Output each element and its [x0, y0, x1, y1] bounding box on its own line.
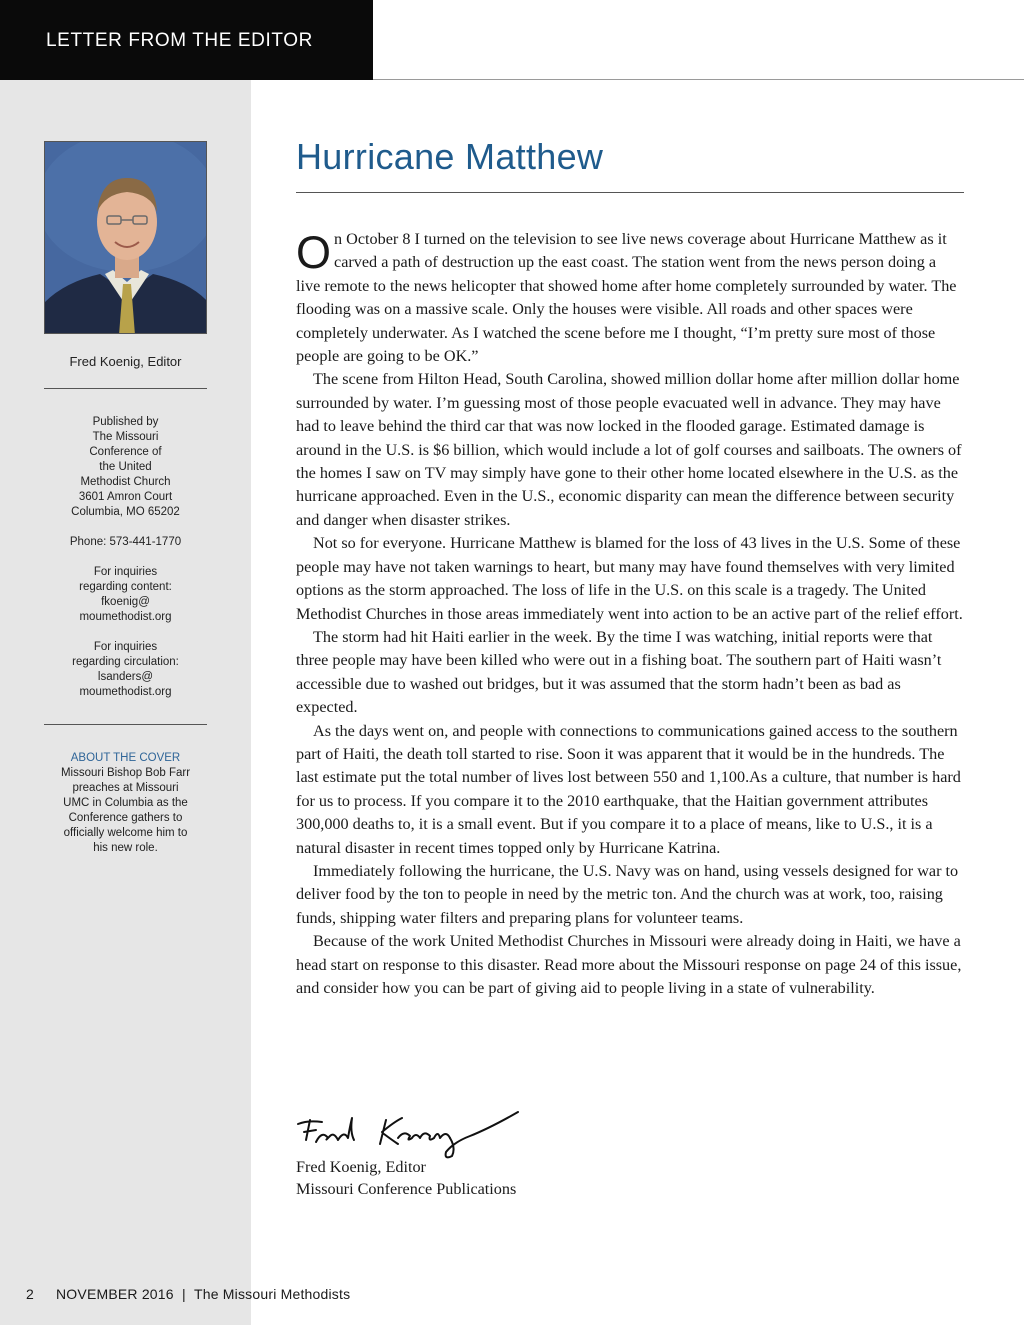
section-label: LETTER FROM THE EDITOR [46, 30, 313, 51]
page-footer [26, 1286, 350, 1302]
cover-title: ABOUT THE COVER [70, 752, 181, 764]
article-title: Hurricane Matthew [296, 136, 604, 177]
page-number: 2 [26, 1286, 34, 1302]
publisher-line: The Missouri [92, 431, 159, 443]
article-paragraph: As the days went on, and people with connections to communications gained access to the southern part of Haiti, the death toll started to rise. Soon it was apparent that it would be in the hundreds. The last estimate put the total number of lives lost between 550 and 1,100.As a culture, that number is hard for us to process. If you compare it to the 2010 earthquake, that the Haitian government attributes 300,000 deaths to, it is a small event. But if you compare it to a place of means, like to U.S., it is a natural disaster in recent times topped only by Hurricane Katrina. [296, 721, 961, 857]
cover-line: Missouri Bishop Bob Farr [60, 767, 191, 779]
publisher-line: Columbia, MO 65202 [71, 506, 180, 518]
cover-line: Conference gathers to [68, 812, 183, 824]
content-email-domain: moumethodist.org [79, 611, 172, 623]
publisher-line: 3601 Amron Court [78, 491, 173, 503]
signer-name: Fred Koenig, Editor [296, 1158, 426, 1176]
publisher-line: Conference of [89, 446, 162, 458]
phone-number: Phone: 573-441-1770 [69, 536, 182, 548]
cover-line: officially welcome him to [63, 827, 188, 839]
sidebar-divider-top [44, 388, 207, 389]
circulation-inquiries [44, 640, 207, 700]
cover-line: his new role. [93, 842, 158, 854]
content-email-user: fkoenig@ [101, 596, 150, 608]
handwritten-signature [294, 1108, 524, 1160]
article-paragraph: The storm had hit Haiti earlier in the week. By the time I was watching, initial reports were that three people may have been killed who were out in a fishing boat. The southern part of Haiti wasn’t accessible due to washed out bridges, but it was assumed that the storm hadn’t been as bad as expected. [296, 627, 942, 717]
article-paragraph: Because of the work United Methodist Churches in Missouri were already doing in Haiti, we have a head start on response to this disaster. Read more about the Missouri response on page 24 of this issue, and consider how you can be part of giving aid to people living in a state of vulnerability. [296, 932, 962, 997]
about-the-cover [44, 751, 207, 856]
publisher-address [44, 415, 207, 520]
title-rule [296, 192, 964, 193]
sidebar-divider-bottom [44, 724, 207, 725]
paragraph-text: n October 8 I turned on the television to see live news coverage about Hurricane Matthew as it carved a path of destruction up the east coast. The station went from the news person doing a live remote to the news helicopter that showed home after home completely surrounded by water. The flooding was on a massive scale. Only the houses were visible. All roads and other spaces were completely underwater. As I watched the scene before me I thought, “I’m pretty sure most of those people are going to be OK.” [296, 230, 957, 366]
article-paragraph: The scene from Hilton Head, South Carolina, showed million dollar home after million dollar home surrounded by water. I’m guessing most of those people evacuated well in advance. They may have had to leave behind the third car that was now locked in the flooded garage. Estimated damage is around in the U.S. is $6 billion, which would include a lot of golf courses and sailboats. The owners of the homes I saw on TV may simply have gone to their other home located elsewhere in the U.S. as the hurricane approached. Even in the U.S., economic disparity can mean the difference between security and danger when disaster strikes. [296, 370, 962, 529]
issue-date: NOVEMBER 2016 [56, 1286, 174, 1302]
article-paragraph: Not so for everyone. Hurricane Matthew is blamed for the loss of 43 lives in the U.S. Some of these people may have not taken warnings to heart, but many may have found themselves with very limited options as the storm approached. The loss of life in the U.S. on this scale is a tragedy. The United Methodist Churches in those areas immediately went into action to be an active part of the relief effort. [296, 534, 963, 623]
article-paragraph [296, 228, 964, 368]
publisher-info [44, 415, 207, 715]
editor-photo [44, 141, 207, 334]
photo-caption: Fred Koenig, Editor [69, 354, 182, 369]
cover-line: UMC in Columbia as the [63, 797, 188, 809]
drop-cap: O [296, 227, 332, 278]
editor-portrait-image [45, 142, 207, 334]
signature-image [294, 1108, 524, 1160]
signature-block [296, 1156, 516, 1200]
publisher-line: the United [99, 461, 152, 473]
circulation-inquiries-line: regarding circulation: [72, 656, 179, 668]
signer-organization: Missouri Conference Publications [296, 1180, 517, 1198]
content-inquiries-line: regarding content: [79, 581, 172, 593]
section-header [0, 0, 373, 80]
circulation-email-user: lsanders@ [97, 671, 154, 683]
header-rule [373, 79, 1024, 80]
footer-separator: | [181, 1286, 186, 1302]
circulation-email-domain: moumethodist.org [79, 686, 172, 698]
publication-name: The Missouri Methodists [193, 1286, 351, 1302]
cover-line: preaches at Missouri [72, 782, 179, 794]
publisher-line: Published by [92, 416, 159, 428]
content-inquiries-line: For inquiries [93, 566, 158, 578]
article-paragraph: Immediately following the hurricane, the U.S. Navy was on hand, using vessels designed for war to deliver food by the ton to people in need by the metric ton. And the church was at work, too, raising funds, shipping water filters and preparing plans for volunteer teams. [296, 861, 959, 927]
content-inquiries [44, 565, 207, 625]
circulation-inquiries-line: For inquiries [93, 641, 158, 653]
publisher-line: Methodist Church [80, 476, 171, 488]
article-body [296, 228, 964, 1000]
